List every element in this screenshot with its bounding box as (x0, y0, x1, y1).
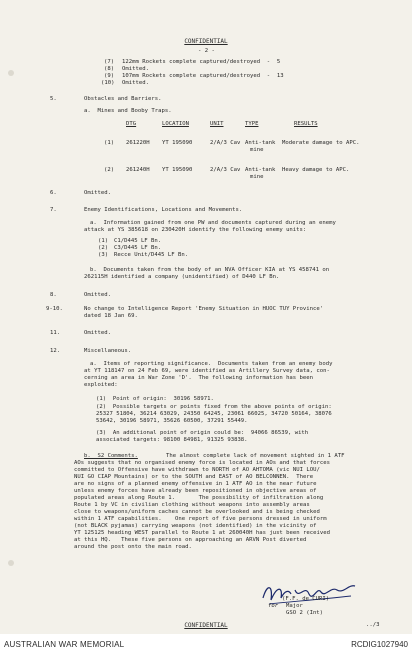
table-cell: 2/A/3 Cav (210, 140, 241, 146)
paragraph-line: No change to Intelligence Report 'Enemy Situation in HUOC TUY Province' (84, 306, 324, 312)
signature-name: (F.F. de CURI) (282, 596, 330, 602)
list-item-text: 53642, 30196 58971, 35626 60500, 37291 55449. (96, 418, 248, 424)
archive-name: AUSTRALIAN WAR MEMORIAL (4, 640, 125, 649)
list-item-num: (7) (104, 59, 115, 65)
signature-appointment: GSO 2 (Int) (286, 610, 324, 616)
paragraph-line: exploited: (84, 382, 118, 388)
section-title: Miscellaneous. (84, 348, 132, 354)
paragraph-line: are no signs of a planned enemy offensive in 1 ATF AO in the near future (74, 481, 317, 487)
list-item-num: (8) (104, 66, 115, 72)
paragraph-line: at YT 118147 on 24 Feb 69, were identified as Artillery Survey data, con- (84, 368, 330, 374)
section-number: 12. (50, 348, 61, 354)
paragraph-line: (not BLACK pyjamas) carrying weapons (not identified) in the vicinity of (74, 523, 317, 529)
table-cell: YT 195090 (162, 167, 193, 173)
list-item-num: (3) (98, 252, 109, 258)
list-item-num: (10) (101, 80, 115, 86)
section-text: Omitted. (84, 190, 111, 196)
section-number: 11. (50, 330, 61, 336)
table-cell: Anti-tank (245, 140, 276, 146)
paragraph-line: a. Information gained from one PW and documents captured during an enemy (90, 220, 336, 226)
paragraph-line: YT 125125 heading WEST parallel to Route 1 at 260040H has just been received (74, 530, 330, 536)
paragraph-line: AOs suggests that no organised enemy force is located in AOs and that forces (74, 460, 330, 466)
section-title: Obstacles and Barriers. (84, 96, 162, 102)
paragraph-line: unless enemy forces have already been repositioned in objective areas of (74, 488, 317, 494)
col-location: LOCATION (162, 121, 189, 127)
table-row-num: (2) (104, 167, 115, 173)
list-item-text: C3/D445 LF Bn. (114, 245, 162, 251)
table-cell: Heavy damage to APC. (282, 167, 350, 173)
paragraph-line: a. Items of reporting significance. Documents taken from an enemy body (90, 361, 333, 367)
col-results: RESULTS (294, 121, 318, 127)
paragraph-line: close to weapons/uniform caches cannot be overlooked and is being checked (74, 509, 320, 515)
archive-footer-bar (0, 634, 412, 654)
paragraph-line: within 1 ATF capabilities. One report of five persons dressed in uniform (74, 516, 327, 522)
list-item-text: 122mm Rockets complete captured/destroyed - 5 (122, 59, 281, 65)
col-type: TYPE (245, 121, 259, 127)
table-row-num: (1) (104, 140, 115, 146)
section-text: Omitted. (84, 330, 111, 336)
table-cell: Anti-tank (245, 167, 276, 173)
paragraph-line: 262115H identified a company (unidentified) of D440 LF Bn. (84, 274, 280, 280)
punch-hole (8, 70, 14, 76)
list-item-num: (1) (98, 238, 109, 244)
list-item-text: (2) Possible targets or points fixed from the above points of origin: (96, 404, 332, 410)
archive-record-id: RCDIG1027940 (351, 640, 408, 649)
paragraph-line: dated 18 Jan 69. (84, 313, 138, 319)
section-title: Enemy Identifications, Locations and Movements. (84, 207, 243, 213)
classification-header: CONFIDENTIAL (184, 38, 228, 45)
list-item-text: (3) An additional point of origin could be: 94066 86539, with (96, 430, 309, 436)
table-cell: 2/A/3 Cav (210, 167, 241, 173)
subsection-title: a. Mines and Booby Traps. (84, 108, 172, 114)
paragraph-line: around the post onto the main road. (74, 544, 192, 550)
classification-footer: CONFIDENTIAL (184, 622, 228, 629)
list-item-text: 107mm Rockets complete captured/destroyed - 13 (122, 73, 284, 79)
list-item-text: 25327 51804, 36214 63029, 24350 64245, 23061 66025, 34720 50164, 38076 (96, 411, 332, 417)
list-item-num: (9) (104, 73, 115, 79)
list-item-num: (2) (98, 245, 109, 251)
signature-for: for (268, 603, 279, 609)
table-cell: 261220H (126, 140, 150, 146)
punch-hole (8, 560, 14, 566)
list-item-text: Omitted. (122, 66, 149, 72)
list-item-text: (1) Point of origin: 30196 58971. (96, 396, 214, 402)
paragraph-line: NUI GO CIAP Mountains) or to the SOUTH and EAST of AO BELCONNEN. There (74, 474, 314, 480)
table-cell: mine (250, 147, 264, 153)
list-item-text: Recce Unit/D445 LF Bn. (114, 252, 189, 258)
section-number: 5. (50, 96, 57, 102)
paragraph-line: Route 1 by VC in civilian clothing without weapons into assembly areas (74, 502, 310, 508)
col-dtg: DTG (126, 121, 137, 127)
section-number: 7. (50, 207, 57, 213)
subsection-title: b. S2 Comments. (84, 453, 138, 459)
list-item-text: C1/D445 LF Bn. (114, 238, 162, 244)
table-cell: Moderate damage to APC. (282, 140, 360, 146)
list-item-text: associated targets: 98100 84981, 91325 93838. (96, 437, 248, 443)
section-text: Omitted. (84, 292, 111, 298)
section-number: 6. (50, 190, 57, 196)
paragraph-line: at this HQ. These five persons on approaching an ARVN Post diverted (74, 537, 307, 543)
section-number: 8. (50, 292, 57, 298)
col-unit: UNIT (210, 121, 224, 127)
page-number: - 2 - (198, 48, 215, 54)
signature-rank: Major (286, 603, 303, 609)
paragraph-line: committed to Offensive have withdrawn to NORTH of AO AHTOMA (vic NUI LOU/ (74, 467, 320, 473)
next-page-marker: ../3 (366, 622, 380, 628)
list-item-text: Omitted. (122, 80, 149, 86)
table-cell: mine (250, 174, 264, 180)
table-cell: YT 195090 (162, 140, 193, 146)
paragraph-line: cerning an area in War Zone 'D'. The following information has been (84, 375, 314, 381)
paragraph-line: The almost complete lack of movement sighted in 1 ATF (166, 453, 345, 459)
table-cell: 261240H (126, 167, 150, 173)
paragraph-line: b. Documents taken from the body of an NVA Officer KIA at YS 458741 on (90, 267, 330, 273)
paragraph-line: attack at YS 385618 on 230420H identify the following enemy units: (84, 227, 307, 233)
paragraph-line: populated areas along Route 1. The possibility of infiltration along (74, 495, 324, 501)
section-number: 9-10. (46, 306, 63, 312)
